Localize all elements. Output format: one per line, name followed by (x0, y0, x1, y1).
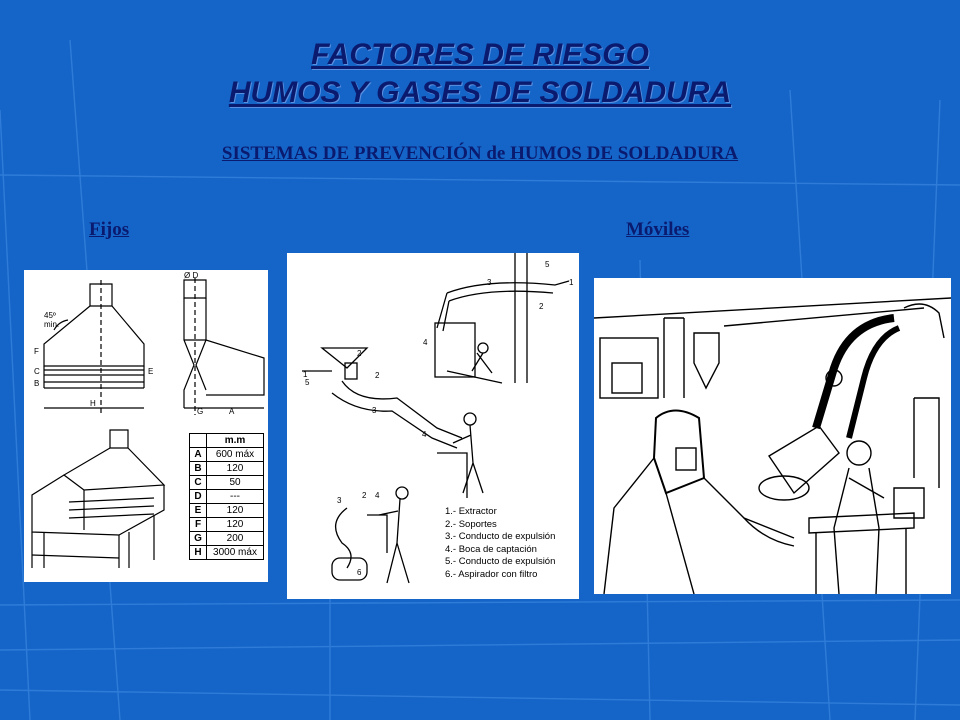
legend-item: 6.- Aspirador con filtro (445, 568, 538, 580)
dim-a: A (229, 407, 235, 416)
dim-g: G (197, 407, 204, 416)
svg-text:2: 2 (357, 349, 362, 358)
dim-b: B (34, 379, 40, 388)
angle-sub-label: min. (44, 320, 60, 329)
table-row: H 3000 máx (190, 546, 264, 560)
dim-c: C (34, 367, 40, 376)
spec-table (189, 433, 264, 560)
title-line-1: FACTORES DE RIESGO (311, 38, 649, 71)
table-row: D --- (190, 490, 264, 504)
svg-text:4: 4 (422, 430, 427, 439)
dim-f: F (34, 347, 39, 356)
diameter-label: Ø D (184, 271, 199, 280)
svg-text:2: 2 (375, 371, 380, 380)
fixed-hood-drawing (24, 270, 268, 582)
svg-text:5: 5 (545, 260, 550, 269)
table-row: F 120 (190, 518, 264, 532)
legend-item: 3.- Conducto de expulsión (445, 531, 556, 543)
table-row: C 50 (190, 476, 264, 490)
extraction-system-drawing (287, 253, 579, 599)
angle-label: 45º (44, 311, 56, 320)
dim-e: E (148, 367, 154, 376)
legend-list (445, 506, 555, 582)
svg-text:3: 3 (487, 278, 492, 287)
svg-text:2: 2 (539, 302, 544, 311)
svg-text:1: 1 (303, 370, 308, 379)
svg-text:4: 4 (423, 338, 428, 347)
legend-item: 5.- Conducto de expulsión (445, 556, 556, 568)
table-row: A 600 máx (190, 448, 264, 462)
legend-item: 2.- Soportes (445, 518, 497, 530)
spec-header: m.m (207, 434, 264, 448)
svg-text:3: 3 (372, 406, 377, 415)
svg-text:2: 2 (362, 491, 367, 500)
table-row: B 120 (190, 462, 264, 476)
legend-item: 1.- Extractor (445, 506, 497, 517)
table-row: G 200 (190, 532, 264, 546)
title-line-2: HUMOS Y GASES DE SOLDADURA (228, 76, 732, 109)
fixed-label: Fijos (89, 219, 130, 240)
welder-sketch (594, 278, 951, 594)
subtitle: SISTEMAS DE PREVENCIÓN de HUMOS DE SOLDADURA (221, 143, 739, 164)
svg-text:5: 5 (305, 378, 310, 387)
legend-item: 4.- Boca de captación (445, 543, 537, 555)
table-row: E 120 (190, 504, 264, 518)
svg-text:3: 3 (337, 496, 342, 505)
mobile-label: Móviles (626, 219, 690, 240)
svg-text:4: 4 (375, 491, 380, 500)
mobile-extractor-illustration (594, 278, 951, 594)
svg-text:6: 6 (357, 568, 362, 577)
dim-h: H (90, 399, 96, 408)
svg-text:1: 1 (569, 278, 574, 287)
